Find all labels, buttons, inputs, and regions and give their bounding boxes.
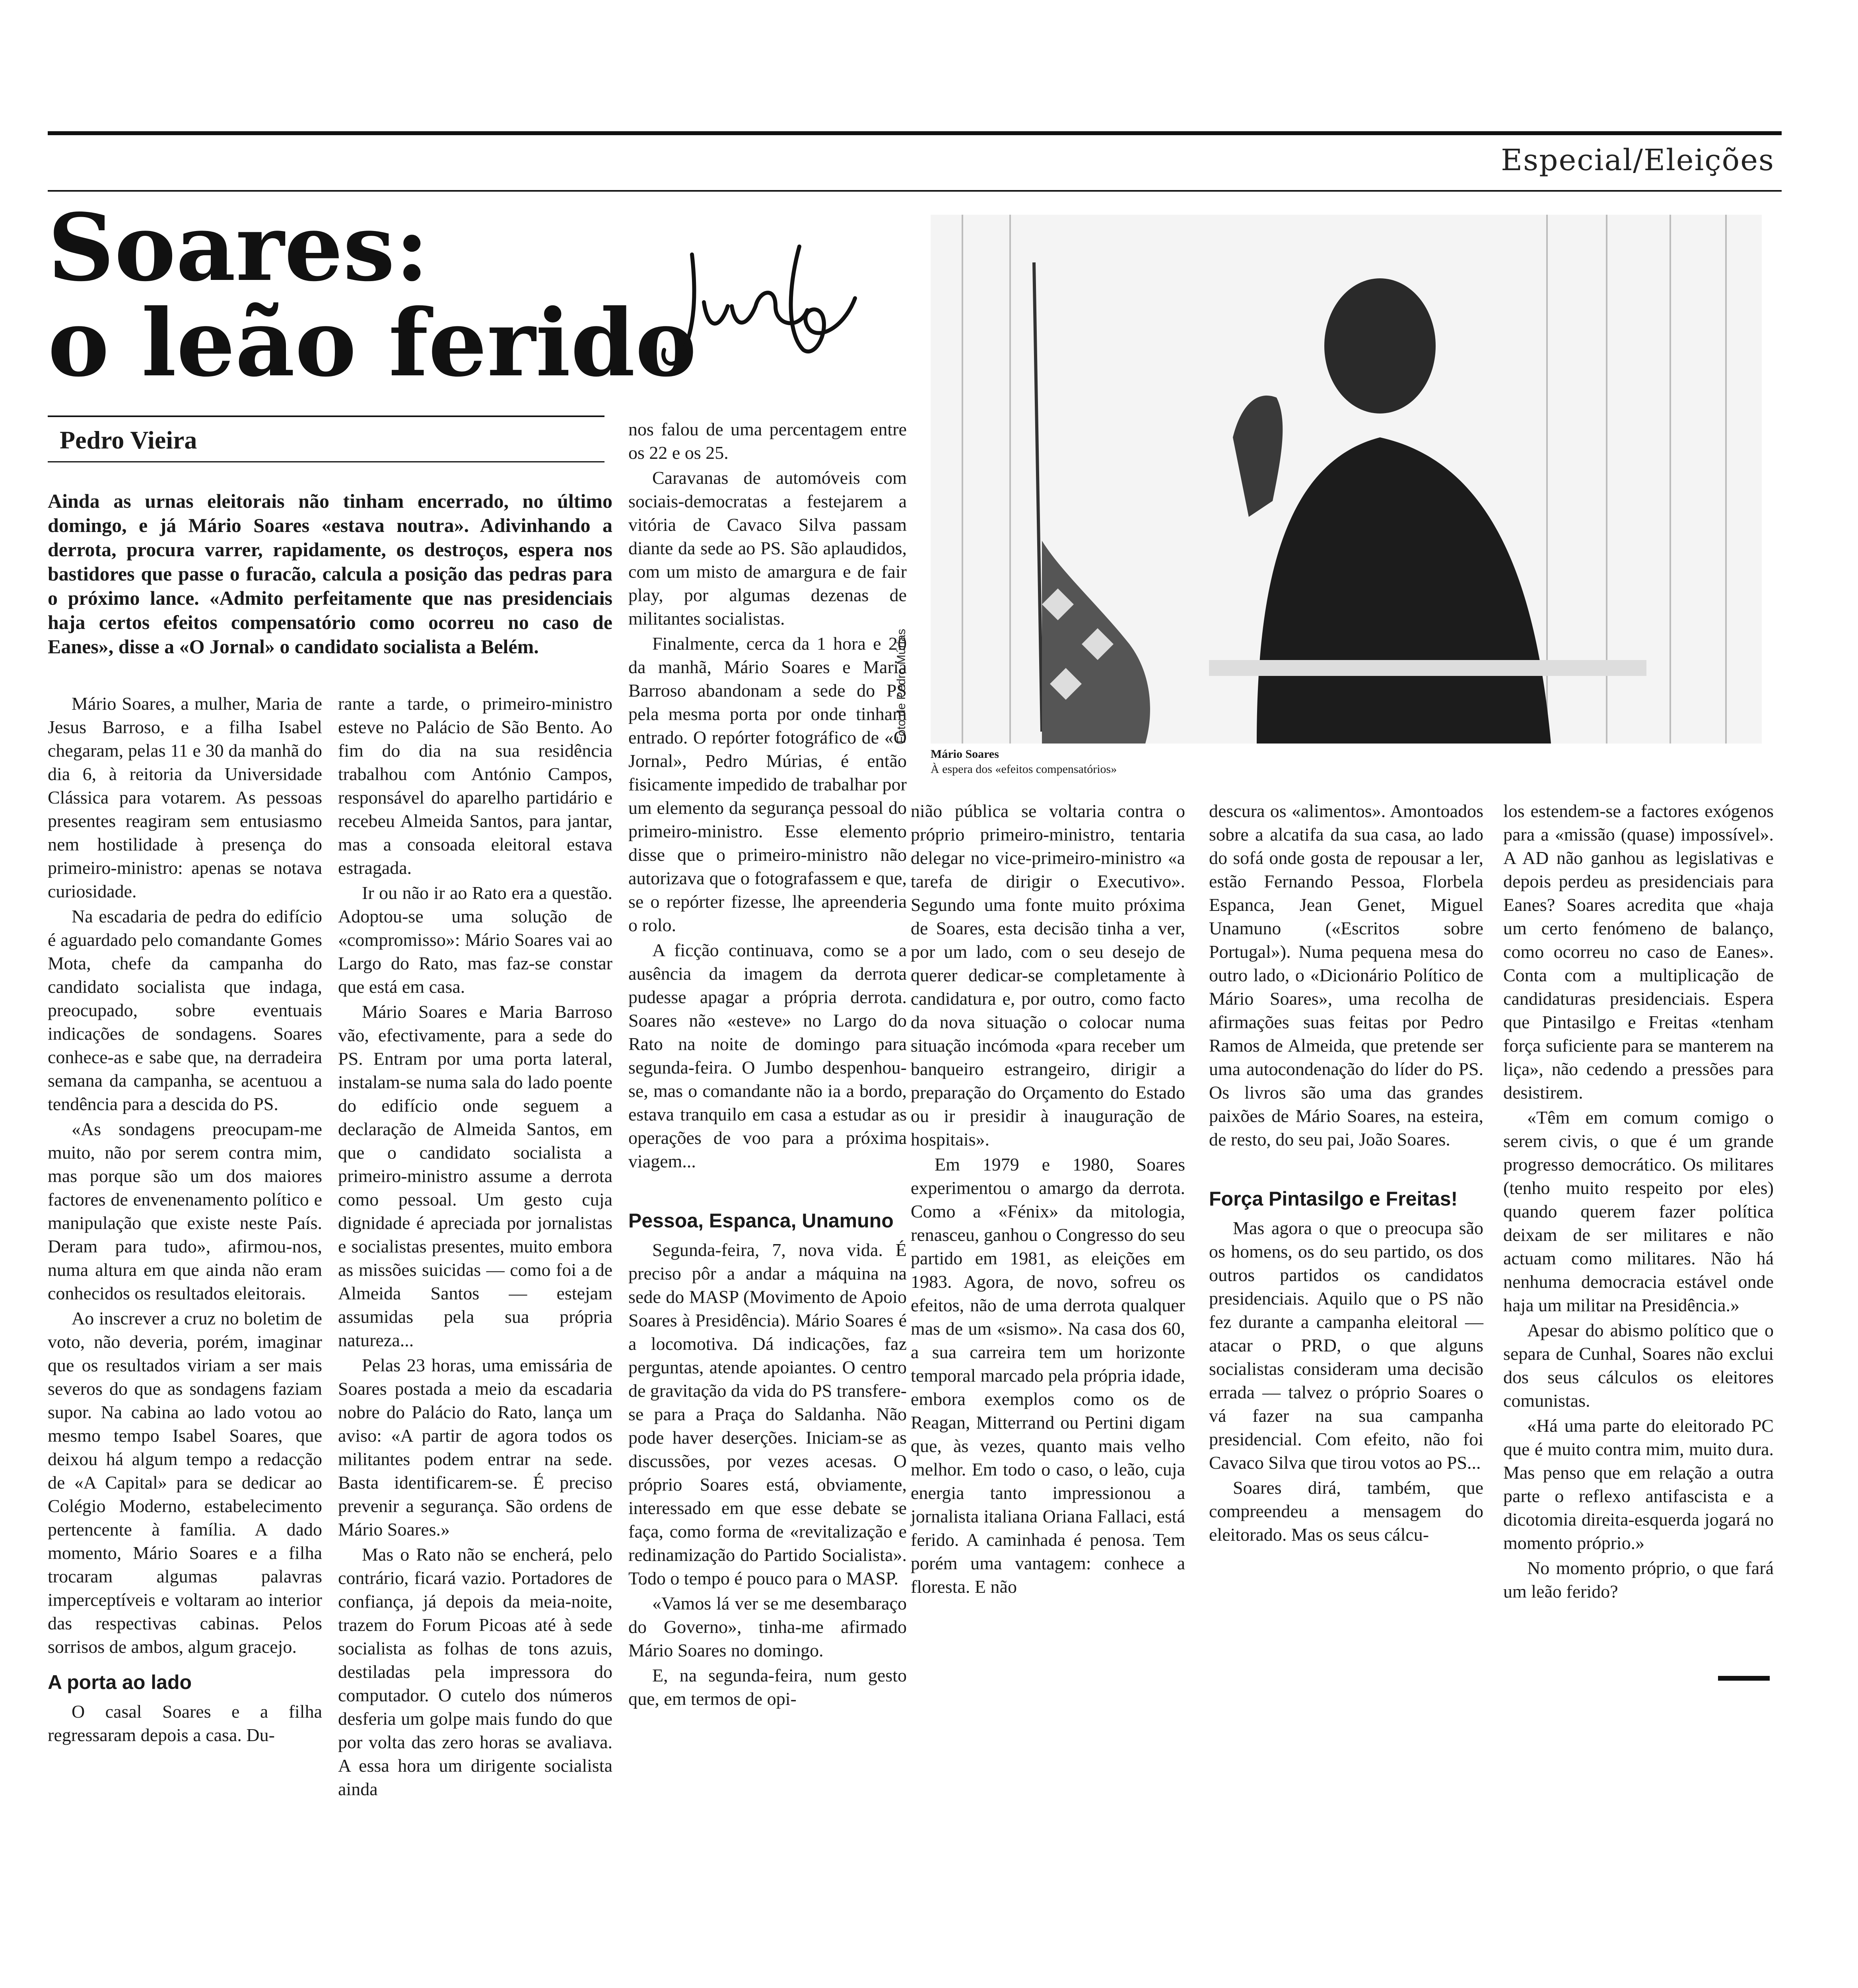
- paragraph: Mário Soares, a mulher, Maria de Jesus Barroso, e a filha Isabel chegaram, pelas 11 e 30 da manhã do dia 6, à reitoria da Universidade Clássica para votarem. As pessoas presentes reagiram sem entusiasmo nem hostilidade à presença do primeiro-ministro: apenas se notava curiosidade.: [48, 693, 322, 901]
- byline-rule-bottom: [48, 461, 604, 462]
- section-rule: [48, 190, 1782, 192]
- byline: Pedro Vieira: [60, 426, 197, 454]
- paragraph: Apesar do abismo político que o separa de Cunhal, Soares não exclui dos seus cálculos os eleitores comunistas.: [1503, 1320, 1774, 1411]
- paragraph: Caravanas de automóveis com sociais-democratas a festejarem a vitória de Cavaco Silva passam diante da sede ao PS. São aplaudidos, com um misto de amargura e de fair play, por algumas dezenas de militantes socialistas.: [628, 468, 907, 629]
- paragraph: Mas o Rato não se encherá, pelo contrário, ficará vazio. Portadores de confiança, já depois da meia-noite, trazem do Forum Picoas até à sede socialista as folhas de tons azuis, destiladas pela impressora do computador. O cutelo dos números desferia um golpe mais fundo do que por volta das zero horas se avaliava. A essa hora um dirigente socialista ainda: [338, 1544, 612, 1799]
- paragraph: descura os «alimentos». Amontoados sobre a alcatifa da sua casa, ao lado do sofá onde gosta de repousar a ler, estão Fernando Pessoa, Florbela Espanca, Jean Genet, Miguel Unamuno («Escritos sobre Portugal»). Numa pequena mesa do outro lado, o «Dicionário Político de Mário Soares», uma recolha de afirmações suas feitas por Pedro Ramos de Almeida, que pretende ser uma autocondenação do líder do PS. Os livros são uma das grandes paixões de Mário Soares, na esteira, de resto, do seu pai, João Soares.: [1209, 801, 1483, 1149]
- paragraph: «Vamos lá ver se me desembaraço do Governo», tinha-me afirmado Mário Soares no domingo.: [628, 1593, 907, 1660]
- paragraph: No momento próprio, o que fará um leão ferido?: [1503, 1558, 1774, 1602]
- end-mark: [1718, 1676, 1770, 1681]
- paragraph: Na escadaria de pedra do edifício é aguardado pelo comandante Gomes Mota, chefe da campanha do candidato socialista que indaga, preocupado, sobre eventuais indicações de sondagens. Soares conhece-as e sabe que, na derradeira semana da campanha, se acentuou a tendência para a descida do PS.: [48, 906, 322, 1114]
- handwritten-signature: [656, 231, 863, 382]
- lede: Ainda as urnas eleitorais não tinham encerrado, no último domingo, e já Mário Soares «estava noutra». Adivinhando a derrota, procura varrer, rapidamente, os destroços, espera nos bastidores que passe o furacão, calcula a posição das pedras para o próximo lance. «Admito perfeitamente que nas presidenciais haja certos efeitos compensatório como ocorreu no caso de Eanes», disse a «O Jornal» o candidato socialista a Belém.: [48, 490, 612, 658]
- paragraph: Soares dirá, também, que compreendeu a mensagem do eleitorado. Mas os seus cálcu-: [1209, 1477, 1483, 1545]
- column-1: [48, 692, 322, 1748]
- photo-caption-name: Mário Soares: [931, 747, 999, 761]
- column-2: [338, 692, 612, 1802]
- paragraph: nos falou de uma percentagem entre os 22 e os 25.: [628, 419, 907, 463]
- paragraph: Em 1979 e 1980, Soares experimentou o amargo da derrota. Como a «Fénix» da mitologia, renasceu, ganhou o Congresso do seu partido em 1981, as eleições em 1983. Agora, de novo, sofreu os efeitos, não de uma derrota qualquer mas de um «sismo». Na casa dos 60, a sua carreira tem um horizonte temporal marcado pela própria idade, embora exemplos como os de Reagan, Mitterrand ou Pertini digam que, às vezes, quanto mais velho melhor. Em todo o caso, o leão, cuja energia tanto impressionou a jornalista italiana Oriana Fallaci, está ferido. A caminhada é penosa. Tem porém uma vantagem: conhece a floresta. E não: [911, 1154, 1185, 1597]
- paragraph: «Há uma parte do eleitorado PC que é muito contra mim, muito dura. Mas penso que em relação a outra parte o reflexo antifascista e a dicotomia direita-esquerda jogará no momento próprio.»: [1503, 1415, 1774, 1553]
- paragraph: rante a tarde, o primeiro-ministro esteve no Palácio de São Bento. Ao fim do dia na sua residência trabalhou com António Campos, responsável do aparelho partidário e recebeu Almeida Santos, para jantar, mas a consoada eleitoral estava estragada.: [338, 693, 612, 878]
- photo-illustration: [931, 215, 1762, 744]
- subhead-a-porta-ao-lado: A porta ao lado: [48, 1671, 192, 1693]
- column-4: [911, 799, 1185, 1600]
- column-6: [1503, 799, 1774, 1605]
- photo-caption-text: À espera dos «efeitos compensatórios»: [931, 763, 1117, 776]
- paragraph: Ir ou não ir ao Rato era a questão. Adoptou-se uma solução de «compromisso»: Mário Soares vai ao Largo do Rato, mas faz-se constar que está em casa.: [338, 883, 612, 997]
- headline-line-2: o leão ferido: [48, 289, 697, 397]
- paragraph: Mário Soares e Maria Barroso vão, efectivamente, para a sede do PS. Entram por uma porta lateral, instalam-se numa sala do lado poente do edifício onde seguem a declaração de Almeida Santos, em que o candidato socialista a primeiro-ministro assume a derrota como pessoal. Um gesto cuja dignidade é apreciada por jornalistas e socialistas presentes, muito embora as missões suicidas — como foi a de Almeida Santos — estejam assumidas pela sua própria natureza...: [338, 1002, 612, 1350]
- column-3: [628, 417, 907, 1712]
- paragraph: Pelas 23 horas, uma emissária de Soares postada a meio da escadaria nobre do Palácio do Rato, lança um aviso: «A partir de agora todos os militantes podem entrar na sede. Basta identificarem-se. É preciso prevenir a segurança. São ordens de Mário Soares.»: [338, 1355, 612, 1540]
- paragraph: O casal Soares e a filha regressaram depois a casa. Du-: [48, 1701, 322, 1745]
- column-5: [1209, 799, 1483, 1548]
- section-tag: Especial/Eleições: [1501, 143, 1774, 177]
- paragraph: E, na segunda-feira, num gesto que, em termos de opi-: [628, 1665, 907, 1709]
- byline-rule-top: [48, 415, 604, 417]
- paragraph: «Têm em comum comigo o serem civis, o que é um grande progresso democrático. Os militares (tenho muito respeito por eles) quando querem fazer política deixam de ser militares e não actuam como militares. Não há nenhuma democracia estável onde haja um militar na Presidência.»: [1503, 1107, 1774, 1315]
- paragraph: los estendem-se a factores exógenos para a «missão (quase) impossível». A AD não ganhou as legislativas e depois perdeu as presidenciais para Eanes? Soares acredita que «haja um certo fenómeno de balanço, como ocorreu no caso de Eanes». Conta com a multiplicação de candidaturas presidenciais. Espera que Pintasilgo e Freitas «tenham força suficiente para se manterem na liça», não cedendo a pressões para desistirem.: [1503, 801, 1774, 1103]
- subhead-pessoa-espanca-unamuno: Pessoa, Espanca, Unamuno: [628, 1209, 894, 1232]
- photo: [931, 215, 1762, 744]
- paragraph: A ficção continuava, como se a ausência da imagem da derrota pudesse apagar a própria derrota. Soares não «esteve» no Largo do Rato na noite de domingo para segunda-feira. O Jumbo despenhou-se, mas o comandante não ia a bordo, estava tranquilo em casa a estudar as operações de voo para a próxima viagem...: [628, 940, 907, 1171]
- paragraph: Mas agora o que o preocupa são os homens, os do seu partido, os dos outros partidos os candidatos presidenciais. Aquilo que o PS não fez durante a campanha eleitoral — atacar o PRD, o que alguns socialistas consideram uma decisão errada — talvez o próprio Soares o vá fazer na sua campanha presidencial. Com efeito, não foi Cavaco Silva que tirou votos ao PS...: [1209, 1218, 1483, 1473]
- photo-credit: Foto de Pedro Múrias: [895, 629, 908, 744]
- paragraph: «As sondagens preocupam-me muito, não por serem contra mim, mas porque são um dos maiores factores de envenenamento político e manipulação que existe neste País. Deram para tudo», afirmou-nos, numa altura em que ainda não eram conhecidos os resultados eleitorais.: [48, 1119, 322, 1303]
- paragraph: nião pública se voltaria contra o próprio primeiro-ministro, tentaria delegar no vice-primeiro-ministro «a tarefa de dirigir o Executivo». Segundo uma fonte muito próxima de Soares, esta decisão tinha a ver, por um lado, com o seu desejo de querer dedicar-se completamente à candidatura e, por outro, como facto da nova situação o colocar numa situação incómoda «para receber um banqueiro estrangeiro, dirigir a preparação do Orçamento do Estado ou ir presidir à inauguração de hospitais».: [911, 801, 1185, 1149]
- headline-line-1: Soares:: [48, 193, 429, 302]
- subhead-forca-pintasilgo-e-freitas: Força Pintasilgo e Freitas!: [1209, 1188, 1458, 1210]
- top-rule: [48, 131, 1782, 135]
- paragraph: Ao inscrever a cruz no boletim de voto, não deveria, porém, imaginar que os resultados viriam a ser mais severos do que as sondagens faziam supor. Na cabina ao lado votou ao mesmo tempo Isabel Soares, que deixou há algum tempo a redacção de «A Capital» para se dedicar ao Colégio Moderno, estabelecimento pertencente à família. A dado momento, Mário Soares e a filha trocaram algumas palavras imperceptíveis e voltaram ao interior das respectivas cabinas. Pelos sorrisos de ambos, algum gracejo.: [48, 1308, 322, 1657]
- paragraph: Segunda-feira, 7, nova vida. É preciso pôr a andar a máquina na sede do MASP (Movimento de Apoio Soares à Presidência). Mário Soares é a locomotiva. Dá indicações, faz perguntas, atende apoiantes. O centro de gravitação da vida do PS transfere-se para a Praça do Saldanha. Não pode haver deserções. Iniciam-se as discussões, por vezes acesas. O próprio Soares está, obviamente, interessado em que esse debate se faça, como forma de «revitalização e redinamização do Partido Socialista». Todo o tempo é pouco para o MASP.: [628, 1240, 907, 1588]
- paragraph: Finalmente, cerca da 1 hora e 20 da manhã, Mário Soares e Maria Barroso abandonam a sede do PS pela mesma porta por onde tinham entrado. O repórter fotográfico de «O Jornal», Pedro Múrias, é então fisicamente impedido de trabalhar por um elemento da segurança pessoal do primeiro-ministro. Esse elemento disse que o primeiro-ministro não autorizava que o fotografassem e que, se o repórter fizesse, lhe apreenderia o rolo.: [628, 633, 907, 935]
